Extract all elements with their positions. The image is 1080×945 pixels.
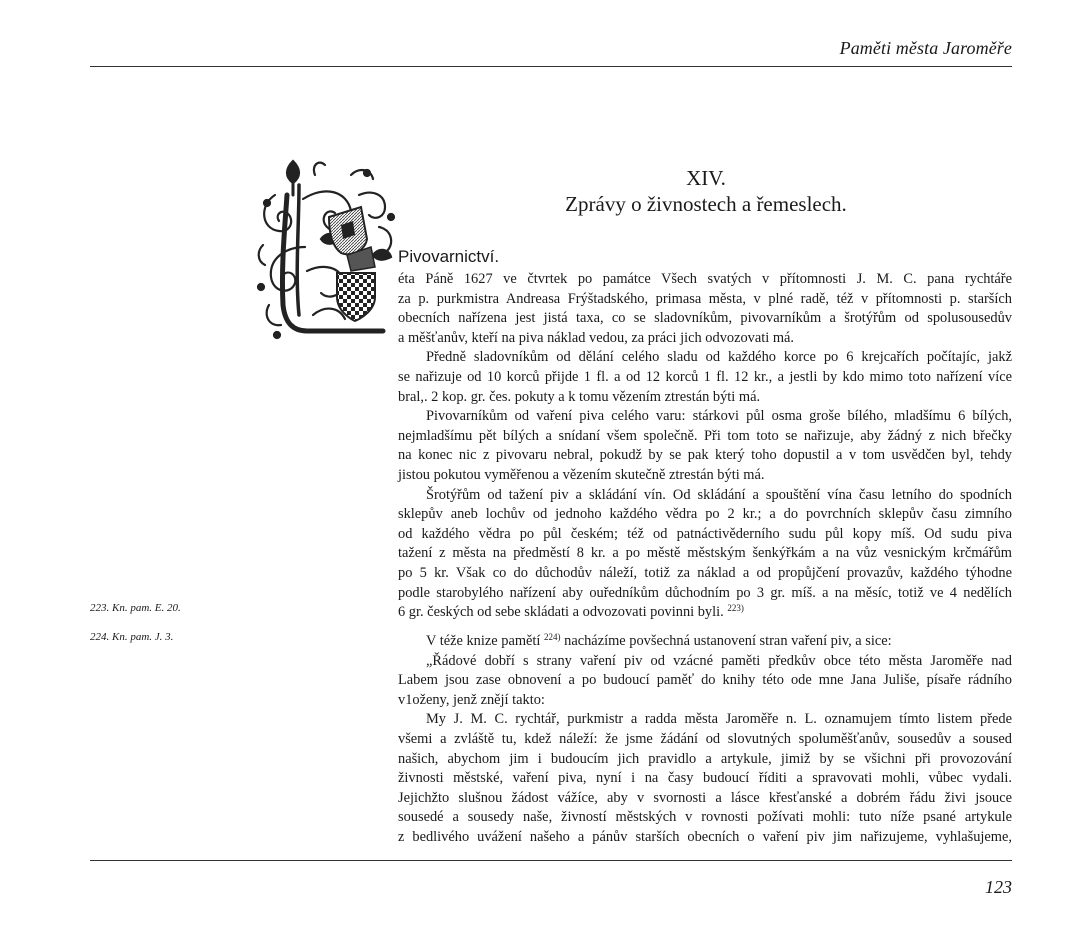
footer-rule <box>90 860 1012 861</box>
text-line: na konec nic z pivovaru nebral, pokudž by se pak který toho dopustil a v tom usvědčen byl, tehdy <box>398 447 1012 464</box>
body-text-lower <box>398 632 1012 848</box>
text-line: jistou pokutou vyměřenou a vězením skutečně ztrestán býti má. <box>398 466 765 483</box>
text-line-content: V téže knize pamětí <box>426 633 541 649</box>
text-line: sklepův aneb lochův od jednoho každého vědra po 2 kr.; a do povrchních sklepův času zimního <box>398 506 1012 523</box>
text-line: v1oženy, jenž znějí takto: <box>398 691 545 708</box>
text-line: éta Páně 1627 ve čtvrtek po památce Všech svatých v přítomnosti J. M. C. pana rychtáře <box>398 271 1012 287</box>
footnote: 223. Kn. pam. E. 20. <box>90 602 181 614</box>
chapter-title: Zprávy o živnostech a řemeslech. <box>565 192 847 216</box>
text-line: se nařizuje od 10 korců přijde 1 fl. a od 12 korců 1 fl. 12 kr., a jestli by kdo mimo toto nařízení více <box>398 368 1012 385</box>
text-line <box>398 603 1012 623</box>
chapter-number: XIV. <box>686 166 726 190</box>
text-line: našich, abychom jim i budoucím jich pravidlo a artykule, jimiž by se všichni při provozování <box>398 750 1012 767</box>
text-line: My J. M. C. rychtář, purkmistr a radda města Jaroměře n. L. oznamujem tímto listem přede <box>426 711 1012 728</box>
footnote-reference: 224) <box>544 632 561 642</box>
text-line: a měšťanův, kteří na piva náklad vedou, za práci jich odvozovati má. <box>398 329 795 346</box>
text-line <box>398 632 1012 652</box>
footnote-reference: 223) <box>727 603 744 614</box>
section-heading: Pivovarnictví. <box>398 247 500 266</box>
text-line-content: nacházíme povšechná ustanovení stran vaření piv, a sice: <box>564 633 892 649</box>
text-line: živnosti městské, vaření piva, nyní i na časy budoucí říditi a spravovati mohli, vůbec vydali. <box>398 770 1012 787</box>
text-line: nejmladšímu pět bílých a snídaní všem společně. Při tom toto se nařizuje, aby žádný z nich břečky <box>398 427 1012 444</box>
text-line: sousedé a sousedy naše, živností městských v rovnosti požívati mohli: tuto níže psané artykule <box>398 809 1012 826</box>
footnote: 224. Kn. pam. J. 3. <box>90 631 174 643</box>
running-title: Paměti města Jaroměře <box>839 38 1012 58</box>
text-line: Předně sladovníkům od dělání celého sladu od každého korce po 6 krejcařích počítajíc, jakž <box>426 349 1012 366</box>
text-line: podle starobylého nařízení aby ouředníkům důchodním po 3 gr. míš. a na měsíc, totiž ve 4 nedělích <box>398 584 1012 601</box>
text-line-content: 6 gr. českých od sebe skládati a odvozovati povinni byli. <box>398 604 724 621</box>
ornamental-initial-L-icon <box>255 155 397 343</box>
text-line: obecních nařízena jest jistá taxa, co se sladovníkům, pivovarníkům a šrotýřům od spolusousedův <box>398 310 1012 327</box>
text-line: Šrotýřům od tažení piv a skládání vín. Od skládání a spouštění vína času letního do spodních <box>426 486 1012 503</box>
text-line: Pivovarníkům od vaření piva celého varu: stárkovi půl osma groše bílého, mladšímu 6 bílých, <box>426 408 1012 425</box>
text-line: „Řádové dobří s strany vaření piv od vzácné paměti předkův obce této města Jaroměře nad <box>426 652 1012 669</box>
text-line: od každého vědra po půl českém; též od patnáctivěderního sudu půl kopy míš. Od sudu piva <box>398 525 1012 542</box>
page-number: 123 <box>985 877 1012 897</box>
text-line: za p. purkmistra Andreasa Frýštadského, primasa města, v plné radě, též v přítomnosti p. starších <box>398 290 1012 307</box>
body-text-upper <box>398 270 1012 623</box>
text-line: tažení z města na předměstí 8 kr. a po městě městským šenkýřkám a na vůz vesnickým krčmářům <box>398 545 1012 562</box>
text-line: po 5 kr. Však co do důchodův náleží, totiž za náklad a od propůjčení provazův, každého týhodne <box>398 564 1012 581</box>
header-rule <box>90 66 1012 67</box>
text-line: z bedlivého uvážení našeho a pánův starších obecních o vaření piv jim nařizujeme, vyhlašujeme, <box>398 828 1012 845</box>
text-line: Jejichžto slušnou žádost vážíce, aby v svornosti a lásce křesťanské a dobrém řádu živi jsouce <box>398 789 1012 806</box>
text-line: všemi a zvláště tu, kdež náleží: že jsme žádání od slovutných spoluměšťanův, sousedův a soused <box>398 730 1012 747</box>
text-line: Labem jsou zase obnovení a po budoucí paměť do knihy této ode mne Jana Juliše, písaře rádního <box>398 672 1012 689</box>
text-line: bral,. 2 kop. gr. čes. pokuty a k tomu vězením ztrestán býti má. <box>398 388 761 405</box>
